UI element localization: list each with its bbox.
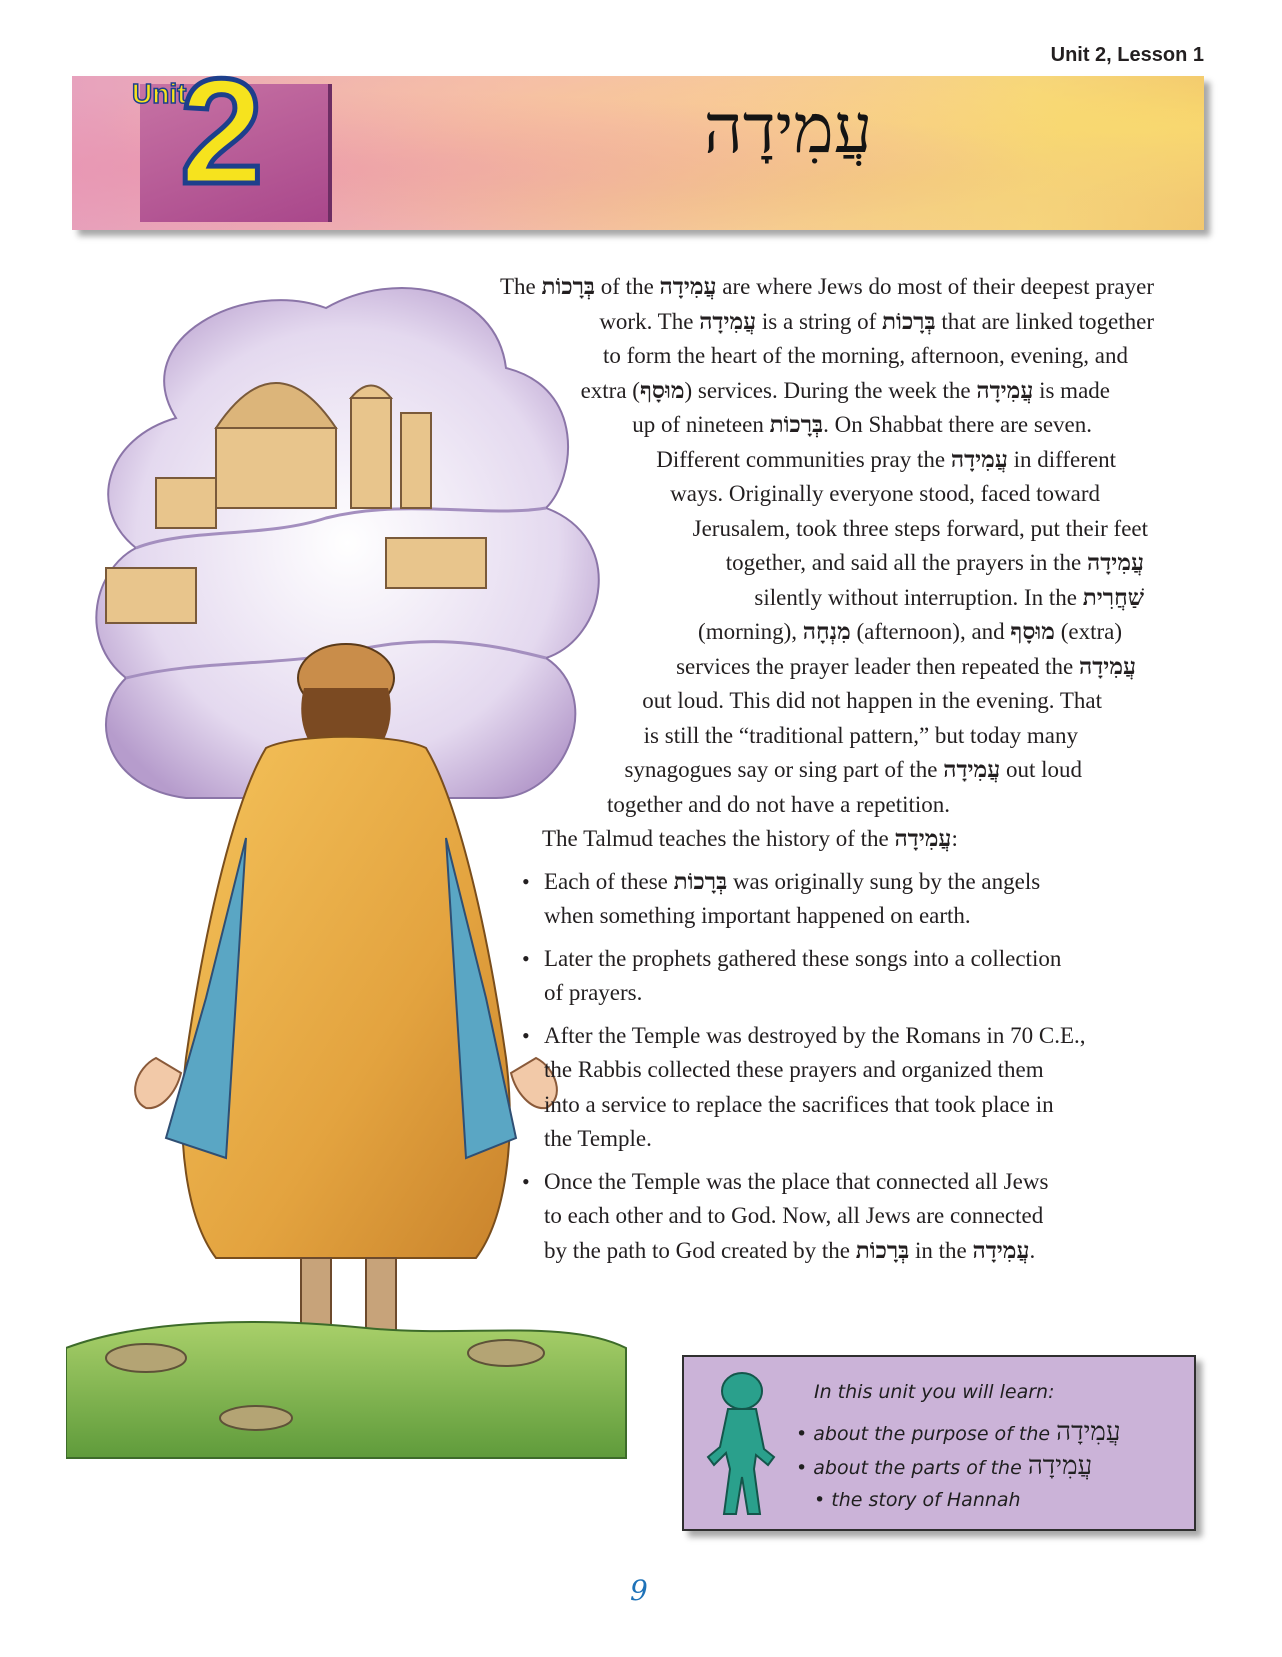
paragraph-2: Different communities pray the עֲמִידָה in different ways. Originally everyone stood, faced toward Jerusalem, took three steps forward, put their feet together, and said all the prayers in the עֲמִידָה silently without interruption. In the שַׁחֲרִית (morning), מִנְחָה (afternoon), and מוּסָף (extra) services the prayer leader then repeated the עֲמִידָה out loud. This did not happen in the evening. That is still the “traditional pattern,” but today many synagogues say or sing part of the עֲמִידָה out loud together and do not have a repetition. — [607, 445, 1148, 817]
learn-box-title: In this unit you will learn: — [814, 1381, 1055, 1403]
grass-ground — [66, 1322, 626, 1458]
learn-item: • about the parts of the עֲמִידָה — [796, 1451, 1093, 1481]
list-item: • After the Temple was destroyed by the Romans in 70 C.E., the Rabbis collected these prayers and organized them into a service to replace the sacrifices that took place in the Temple. — [522, 1022, 1086, 1151]
talmud-intro: The Talmud teaches the history of the עֲמִידָה: — [542, 825, 958, 852]
learn-item: • about the purpose of the עֲמִידָה — [796, 1417, 1121, 1447]
learn-item: • the story of Hannah — [814, 1489, 1021, 1511]
list-item: • Once the Temple was the place that connected all Jews to each other and to God. Now, all Jews are connected by the path to God created by the בְּרָכוֹת in the עֲמִידָה. — [522, 1168, 1049, 1264]
main-text — [356, 270, 1206, 1276]
learn-list — [796, 1415, 1121, 1517]
history-bullet-list — [356, 865, 1206, 1269]
unit-goals-box — [682, 1355, 1196, 1531]
page-number: 9 — [630, 1574, 648, 1607]
teal-figure-icon — [698, 1369, 784, 1519]
paragraph-1: The בְּרָכוֹת of the עֲמִידָה are where Jews do most of their deepest prayer work. The עֲמִידָה is a string of בְּרָכוֹת that are linked together to form the heart of the morning, afternoon, evening, and extra (מוּסָף) services. During the week the עֲמִידָה is made up of nineteen בְּרָכוֹת. On Shabbat there are seven. — [499, 273, 1154, 438]
page-title: עֲמִידָה — [703, 90, 873, 169]
list-item: • Each of these בְּרָכוֹת was originally sung by the angels when something important happened on earth. — [522, 867, 1041, 928]
unit-number: 2 — [180, 47, 264, 215]
unit-word: Unit — [132, 78, 187, 109]
unit-lesson-label: Unit 2, Lesson 1 — [1050, 44, 1204, 66]
list-item: • Later the prophets gathered these songs into a collection of prayers. — [522, 945, 1062, 1005]
